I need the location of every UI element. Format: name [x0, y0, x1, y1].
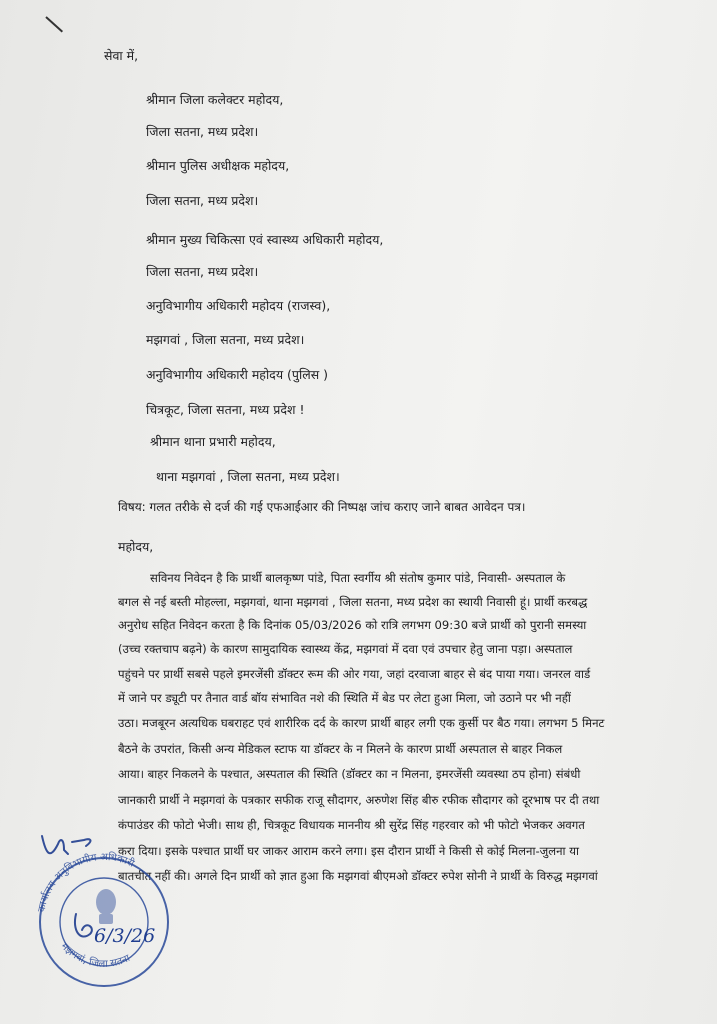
body-line: बैठने के उपरांत, किसी अन्य मेडिकल स्टाफ या डॉक्टर के न मिलने के कारण प्रार्थी अस्पताल से बाहर निकल: [118, 742, 563, 756]
addressee-line: श्रीमान थाना प्रभारी महोदय,: [150, 434, 276, 449]
addressee-line: श्रीमान जिला कलेक्टर महोदय,: [146, 92, 284, 107]
signature-date: 6/3/26: [94, 925, 156, 947]
addressee-line: अनुविभागीय अधिकारी महोदय (पुलिस ): [146, 367, 329, 382]
addressee-line: मझगवां , जिला सतना, मध्य प्रदेश।: [146, 332, 305, 347]
body-line: पहुंचने पर प्रार्थी सबसे पहले इमरजेंसी डॉक्टर रूम की ओर गया, जहां दरवाजा बाहर से बंद पाया गया। जनरल वार्ड: [118, 667, 591, 681]
addressee-line: श्रीमान पुलिस अधीक्षक महोदय,: [146, 158, 290, 173]
body-line: बगल से नई बस्ती मोहल्ला, मझगवां, थाना मझगवां , जिला सतना, मध्य प्रदेश का स्थायी निवासी हूं। प्रार्थी करबद्ध: [118, 595, 588, 609]
body-line: करा दिया। इसके पश्चात प्रार्थी घर जाकर आराम करने लगा। इस दौरान प्रार्थी ने किसी से कोई मिलना-जुलना या: [118, 844, 579, 858]
body-line: कंपाउंडर की फोटो भेजी। साथ ही, चित्रकूट विधायक माननीय श्री सुरेंद्र सिंह गहरवार को भी फोटो भेजकर अवगत: [118, 818, 585, 832]
body-line: (उच्च रक्तचाप बढ़ने) के कारण सामुदायिक स्वास्थ्य केंद्र, मझगवां में दवा एवं उपचार हेतु जाना पड़ा। अस्पताल: [118, 642, 573, 656]
body-line: उठा। मजबूरन अत्यधिक घबराहट एवं शारीरिक दर्द के कारण प्रार्थी बाहर लगी एक कुर्सी पर बैठ गया। लगभग 5 मिनट: [118, 716, 605, 730]
addressee-line: जिला सतना, मध्य प्रदेश।: [146, 124, 259, 139]
greeting: महोदय,: [118, 539, 154, 554]
body-line: में जाने पर ड्यूटी पर तैनात वार्ड बॉय संभावित नशे की स्थिति में बेड पर लेटा हुआ मिला, जो उठाने पर भी नहीं: [118, 691, 571, 705]
subject-line: विषय: गलत तरीके से दर्ज की गई एफआईआर की निष्पक्ष जांच कराए जाने बाबत आवेदन पत्र।: [118, 500, 526, 514]
body-line: अनुरोध सहित निवेदन करता है कि दिनांक 05/03/2026 को रात्रि लगभग 09:30 बजे प्रार्थी को पुरानी समस्या: [118, 618, 587, 632]
stamp-bottom-text: मझगवां, जिला सतना: [58, 940, 132, 970]
stamp-emblem: [96, 889, 116, 924]
stamp-top-text: कार्यालय अनुविभागीय अधिकारी: [36, 851, 136, 914]
addressee-line: श्रीमान मुख्य चिकित्सा एवं स्वास्थ्य अधिकारी महोदय,: [146, 232, 384, 247]
addressee-line: जिला सतना, मध्य प्रदेश।: [146, 193, 259, 208]
body-line: जानकारी प्रार्थी ने मझगवां के पत्रकार सफीक राजू सौदागर, अरुणेश सिंह बीरु रफीक सौदागर को दूरभाष पर दी तथा: [118, 793, 600, 807]
addressee-line: अनुविभागीय अधिकारी महोदय (राजस्व),: [146, 298, 331, 313]
addressee-line: जिला सतना, मध्य प्रदेश।: [146, 264, 259, 279]
body-line: बातचीत नहीं की। अगले दिन प्रार्थी को ज्ञात हुआ कि मझगवां बीएमओ डॉक्टर रुपेश सोनी ने प्रार्थी के विरुद्ध मझगवां: [118, 869, 598, 883]
addressee-line: चित्रकूट, जिला सतना, मध्य प्रदेश !: [146, 402, 305, 417]
pen-mark: [45, 16, 63, 32]
office-seal-stamp: [24, 824, 180, 992]
addressee-line: थाना मझगवां , जिला सतना, मध्य प्रदेश।: [156, 469, 340, 484]
salutation: सेवा में,: [104, 48, 139, 63]
body-line: सविनय निवेदन है कि प्रार्थी बालकृष्ण पांडे, पिता स्वर्गीय श्री संतोष कुमार पांडे, निवासी- अस्पताल के: [150, 571, 566, 585]
body-line: आया। बाहर निकलने के पश्चात, अस्पताल की स्थिति (डॉक्टर का न मिलना, इमरजेंसी व्यवस्था ठप होना) संबंधी: [118, 767, 581, 781]
